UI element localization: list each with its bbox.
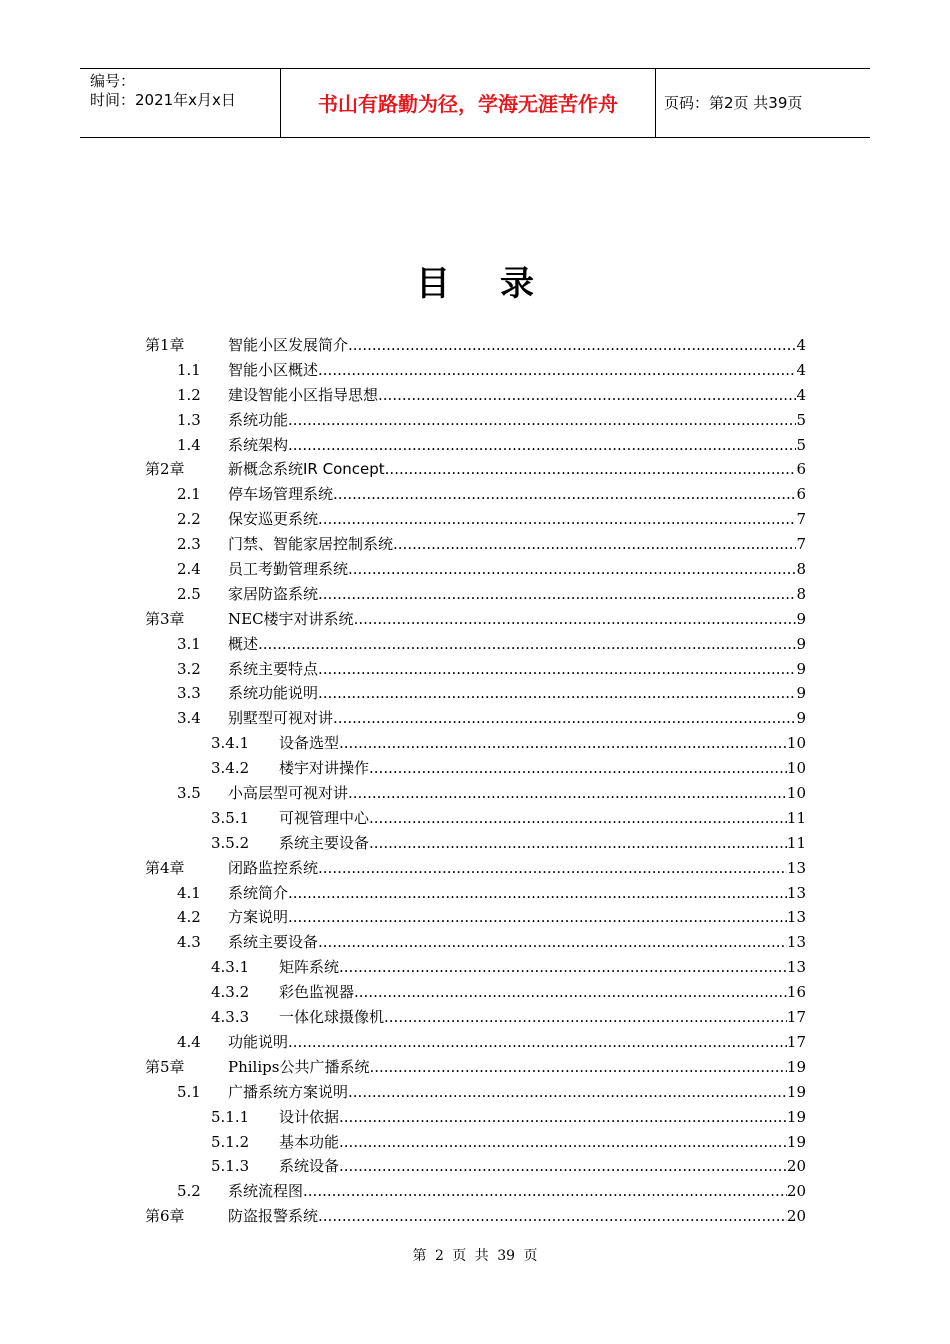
toc-entry-title: 保安巡更系统 — [228, 510, 319, 529]
toc-entry[interactable] — [0, 632, 950, 657]
toc-entry-title: 广播系统方案说明 — [228, 1082, 349, 1101]
toc-entry-line — [228, 333, 806, 357]
toc-dot-leader — [339, 1154, 787, 1178]
toc-entry-title: NEC楼宇对讲系统 — [228, 609, 354, 628]
toc-entry[interactable] — [0, 781, 950, 806]
toc-entry-line — [228, 383, 806, 407]
document-date: 时间：2021年x月x日 — [90, 91, 236, 109]
toc-entry-page: 9 — [796, 634, 806, 653]
toc-dot-leader — [384, 1005, 787, 1029]
toc-entry-line — [279, 806, 806, 830]
toc-entry-title: 系统架构 — [228, 435, 289, 454]
toc-entry-line — [228, 632, 806, 656]
toc-entry-title: 设备选型 — [279, 734, 340, 753]
toc-entry-number: 4.1 — [177, 883, 201, 902]
toc-entry-title: 系统流程图 — [228, 1182, 304, 1201]
toc-entry-page: 9 — [796, 709, 806, 728]
toc-entry-number: 3.5.2 — [211, 833, 250, 852]
header-left-cell — [80, 69, 280, 137]
toc-entry-number: 1.2 — [177, 385, 201, 404]
toc-entry-page: 4 — [796, 336, 806, 354]
header-right-cell — [655, 69, 870, 137]
toc-entry-page: 11 — [786, 833, 806, 852]
toc-entry-number: 4.2 — [177, 908, 201, 927]
toc-entry-line — [279, 1105, 806, 1129]
toc-entry-line — [279, 1005, 806, 1029]
toc-entry-title: 智能小区发展简介 — [228, 336, 349, 354]
toc-entry-number: 第2章 — [145, 460, 185, 479]
toc-entry-page: 6 — [796, 485, 806, 504]
toc-entry-line — [228, 781, 806, 805]
toc-entry-number: 3.4.1 — [211, 734, 250, 753]
toc-entry-number: 1.1 — [177, 360, 201, 379]
header-page-info: 页码：第2页 共39页 — [664, 94, 803, 112]
toc-entry[interactable] — [0, 1080, 950, 1105]
toc-entry-line — [228, 657, 806, 681]
toc-entry[interactable] — [0, 358, 950, 383]
toc-entry-line — [279, 831, 806, 855]
toc-entry-line — [279, 955, 806, 979]
toc-entry[interactable] — [0, 1130, 950, 1155]
header-motto: 书山有路勤为径，学海无涯苦作舟 — [318, 92, 618, 116]
toc-entry-title: 闭路监控系统 — [228, 858, 319, 877]
toc-entry-page: 17 — [786, 1032, 806, 1051]
toc-entry-number: 4.3.2 — [211, 983, 250, 1002]
toc-entry-title: 系统功能说明 — [228, 684, 319, 703]
toc-entry-title: 系统设备 — [279, 1157, 340, 1176]
toc-entry[interactable] — [0, 681, 950, 706]
header-center-cell — [280, 69, 656, 137]
toc-entry[interactable] — [0, 557, 950, 582]
toc-entry-page: 5 — [796, 410, 806, 429]
toc-entry-page: 13 — [786, 958, 806, 977]
toc-dot-leader — [354, 980, 787, 1004]
toc-entry-page: 19 — [786, 1132, 806, 1151]
toc-entry[interactable] — [0, 856, 950, 881]
toc-entry-line — [228, 607, 806, 631]
toc-entry-page: 19 — [786, 1082, 806, 1101]
toc-entry-page: 20 — [786, 1157, 806, 1176]
toc-dot-leader — [288, 1030, 787, 1054]
toc-entry-number: 2.4 — [177, 560, 201, 579]
toc-entry[interactable] — [0, 383, 950, 408]
toc-entry-page: 10 — [786, 784, 806, 803]
toc-entry-line — [279, 1130, 806, 1154]
toc-entry-number: 5.1.1 — [211, 1107, 250, 1126]
toc-entry-page: 11 — [786, 808, 806, 827]
toc-entry-line — [228, 1055, 806, 1079]
toc-entry[interactable] — [0, 408, 950, 433]
toc-dot-leader — [348, 557, 796, 581]
toc-entry-title: 别墅型可视对讲 — [228, 709, 334, 728]
toc-entry-title: 系统简介 — [228, 883, 289, 902]
toc-entry-number: 3.5 — [177, 784, 201, 803]
toc-dot-leader — [348, 333, 796, 357]
toc-entry-line — [228, 1204, 806, 1228]
toc-dot-leader — [318, 681, 796, 705]
toc-entry-number: 1.3 — [177, 410, 201, 429]
toc-entry-line — [228, 557, 806, 581]
toc-entry-number: 2.5 — [177, 584, 201, 603]
toc-dot-leader — [369, 1055, 786, 1079]
toc-dot-leader — [318, 856, 787, 880]
toc-entry[interactable] — [0, 507, 950, 532]
toc-entry-line — [228, 408, 806, 432]
toc-entry-number: 4.3 — [177, 933, 201, 952]
toc-entry-title: 防盗报警系统 — [228, 1207, 319, 1226]
toc-entry-number: 3.2 — [177, 659, 201, 678]
toc-entry-line — [228, 457, 806, 481]
toc-entry-page: 9 — [796, 659, 806, 678]
toc-entry-line — [279, 731, 806, 755]
toc-entry-title: 可视管理中心 — [279, 808, 370, 827]
toc-entry-page: 13 — [786, 883, 806, 902]
toc-entry[interactable] — [0, 333, 950, 358]
toc-entry-line — [228, 905, 806, 929]
toc-entry-number: 1.4 — [177, 435, 201, 454]
toc-dot-leader — [369, 806, 787, 830]
toc-entry-title: 基本功能 — [279, 1132, 340, 1151]
toc-entry-number: 3.4.2 — [211, 759, 250, 778]
toc-dot-leader — [385, 457, 797, 481]
page-title: 目录 — [416, 264, 584, 304]
toc-entry-page: 17 — [786, 1008, 806, 1027]
toc-entry[interactable] — [0, 482, 950, 507]
toc-entry-title: 建设智能小区指导思想 — [228, 385, 379, 404]
toc-entry[interactable] — [0, 756, 950, 781]
toc-entry-title: Philips公共广播系统 — [228, 1057, 370, 1076]
toc-entry-line — [228, 681, 806, 705]
page-header — [80, 68, 870, 138]
toc-dot-leader — [258, 632, 796, 656]
toc-entry-number: 第1章 — [145, 336, 185, 354]
toc-entry[interactable] — [0, 607, 950, 632]
toc-entry-title: 家居防盗系统 — [228, 584, 319, 603]
toc-entry-title: 系统主要设备 — [279, 833, 370, 852]
toc-dot-leader — [288, 905, 787, 929]
toc-entry[interactable] — [0, 930, 950, 955]
toc-entry-page: 8 — [796, 584, 806, 603]
toc-entry-page: 13 — [786, 908, 806, 927]
toc-dot-leader — [318, 930, 787, 954]
toc-entry-line — [228, 433, 806, 457]
toc-entry-page: 13 — [786, 933, 806, 952]
toc-dot-leader — [333, 482, 796, 506]
toc-entry-page: 4 — [796, 385, 806, 404]
toc-entry-line — [228, 881, 806, 905]
toc-entry-title: 一体化球摄像机 — [279, 1008, 385, 1027]
toc-dot-leader — [288, 408, 796, 432]
toc-entry-page: 9 — [796, 609, 806, 628]
toc-entry-number: 3.3 — [177, 684, 201, 703]
toc-entry-page: 10 — [786, 759, 806, 778]
toc-entry-title: 智能小区概述 — [228, 360, 319, 379]
toc-entry-number: 5.1.2 — [211, 1132, 250, 1151]
toc-dot-leader — [339, 1130, 787, 1154]
toc-entry-number: 第5章 — [145, 1057, 185, 1076]
toc-dot-leader — [348, 1080, 787, 1104]
toc-entry-title: 系统主要设备 — [228, 933, 319, 952]
toc-entry-page: 8 — [796, 560, 806, 579]
toc-entry[interactable] — [0, 1055, 950, 1080]
toc-entry-title: 楼宇对讲操作 — [279, 759, 370, 778]
toc-entry-page: 5 — [796, 435, 806, 454]
toc-entry-line — [279, 1154, 806, 1178]
toc-entry-title: 彩色监视器 — [279, 983, 355, 1002]
toc-entry[interactable] — [0, 1030, 950, 1055]
toc-entry[interactable] — [0, 980, 950, 1005]
toc-entry[interactable] — [0, 731, 950, 756]
toc-entry-line — [228, 856, 806, 880]
toc-entry-title: 新概念系统IR Concept — [228, 460, 385, 479]
toc-entry-page: 9 — [796, 684, 806, 703]
toc-dot-leader — [369, 756, 787, 780]
toc-entry-line — [228, 1179, 806, 1203]
toc-entry-number: 2.3 — [177, 535, 201, 554]
table-of-contents — [0, 333, 950, 1229]
toc-entry-number: 第4章 — [145, 858, 185, 877]
toc-entry-line — [228, 482, 806, 506]
toc-dot-leader — [318, 657, 796, 681]
toc-entry-line — [228, 1030, 806, 1054]
toc-entry[interactable] — [0, 881, 950, 906]
toc-entry[interactable] — [0, 955, 950, 980]
toc-entry-page: 7 — [796, 535, 806, 554]
toc-entry-page: 6 — [796, 460, 806, 479]
toc-entry-title: 矩阵系统 — [279, 958, 340, 977]
toc-entry-page: 20 — [786, 1207, 806, 1226]
toc-entry[interactable] — [0, 1154, 950, 1179]
toc-entry-title: 概述 — [228, 634, 259, 653]
toc-entry-page: 7 — [796, 510, 806, 529]
toc-dot-leader — [339, 955, 787, 979]
toc-dot-leader — [318, 1204, 787, 1228]
toc-entry-page: 20 — [786, 1182, 806, 1201]
toc-entry-line — [279, 756, 806, 780]
toc-entry-number: 3.4 — [177, 709, 201, 728]
toc-entry-page: 19 — [786, 1057, 806, 1076]
toc-dot-leader — [339, 731, 787, 755]
toc-entry-title: 方案说明 — [228, 908, 289, 927]
toc-entry-page: 13 — [786, 858, 806, 877]
toc-entry-line — [228, 532, 806, 556]
page-footer: 第 2 页 共 39 页 — [412, 1248, 538, 1264]
toc-entry-number: 5.1 — [177, 1082, 201, 1101]
toc-dot-leader — [333, 706, 796, 730]
toc-entry-line — [228, 507, 806, 531]
toc-entry[interactable] — [0, 532, 950, 557]
toc-dot-leader — [318, 358, 796, 382]
toc-entry-number: 3.5.1 — [211, 808, 250, 827]
toc-dot-leader — [354, 607, 797, 631]
toc-entry-page: 4 — [796, 360, 806, 379]
toc-dot-leader — [288, 881, 787, 905]
toc-entry[interactable] — [0, 806, 950, 831]
toc-entry-title: 系统功能 — [228, 410, 289, 429]
toc-entry[interactable] — [0, 457, 950, 482]
toc-entry[interactable] — [0, 706, 950, 731]
toc-entry[interactable] — [0, 1179, 950, 1204]
toc-dot-leader — [303, 1179, 787, 1203]
toc-entry-page: 19 — [786, 1107, 806, 1126]
toc-entry-number: 4.4 — [177, 1032, 201, 1051]
toc-entry-title: 员工考勤管理系统 — [228, 560, 349, 579]
toc-entry[interactable] — [0, 657, 950, 682]
toc-entry-number: 5.1.3 — [211, 1157, 250, 1176]
toc-dot-leader — [369, 831, 787, 855]
toc-dot-leader — [318, 582, 796, 606]
toc-entry-number: 4.3.1 — [211, 958, 250, 977]
toc-entry[interactable] — [0, 433, 950, 458]
toc-entry[interactable] — [0, 582, 950, 607]
toc-entry-line — [228, 358, 806, 382]
toc-entry[interactable] — [0, 905, 950, 930]
toc-entry-title: 系统主要特点 — [228, 659, 319, 678]
toc-dot-leader — [339, 1105, 787, 1129]
toc-dot-leader — [318, 507, 796, 531]
toc-entry-number: 第6章 — [145, 1207, 185, 1226]
toc-entry[interactable] — [0, 831, 950, 856]
toc-entry-number: 3.1 — [177, 634, 201, 653]
toc-entry[interactable] — [0, 1005, 950, 1030]
toc-entry-title: 停车场管理系统 — [228, 485, 334, 504]
toc-dot-leader — [288, 433, 796, 457]
toc-entry-title: 小高层型可视对讲 — [228, 784, 349, 803]
toc-entry-title: 门禁、智能家居控制系统 — [228, 535, 394, 554]
toc-entry-page: 16 — [786, 983, 806, 1002]
toc-entry-number: 第3章 — [145, 609, 185, 628]
toc-entry-line — [279, 980, 806, 1004]
toc-entry-title: 功能说明 — [228, 1032, 289, 1051]
toc-entry-number: 5.2 — [177, 1182, 201, 1201]
toc-dot-leader — [393, 532, 796, 556]
toc-dot-leader — [348, 781, 787, 805]
toc-dot-leader — [378, 383, 796, 407]
toc-entry-line — [228, 930, 806, 954]
toc-entry-number: 4.3.3 — [211, 1008, 250, 1027]
toc-entry-number: 2.1 — [177, 485, 201, 504]
toc-entry-line — [228, 582, 806, 606]
toc-entry-line — [228, 1080, 806, 1104]
document-number-label: 编号： — [90, 72, 136, 90]
toc-entry-page: 10 — [786, 734, 806, 753]
toc-entry-title: 设计依据 — [279, 1107, 340, 1126]
toc-entry-line — [228, 706, 806, 730]
toc-entry[interactable] — [0, 1204, 950, 1229]
toc-entry[interactable] — [0, 1105, 950, 1130]
toc-entry-number: 2.2 — [177, 510, 201, 529]
